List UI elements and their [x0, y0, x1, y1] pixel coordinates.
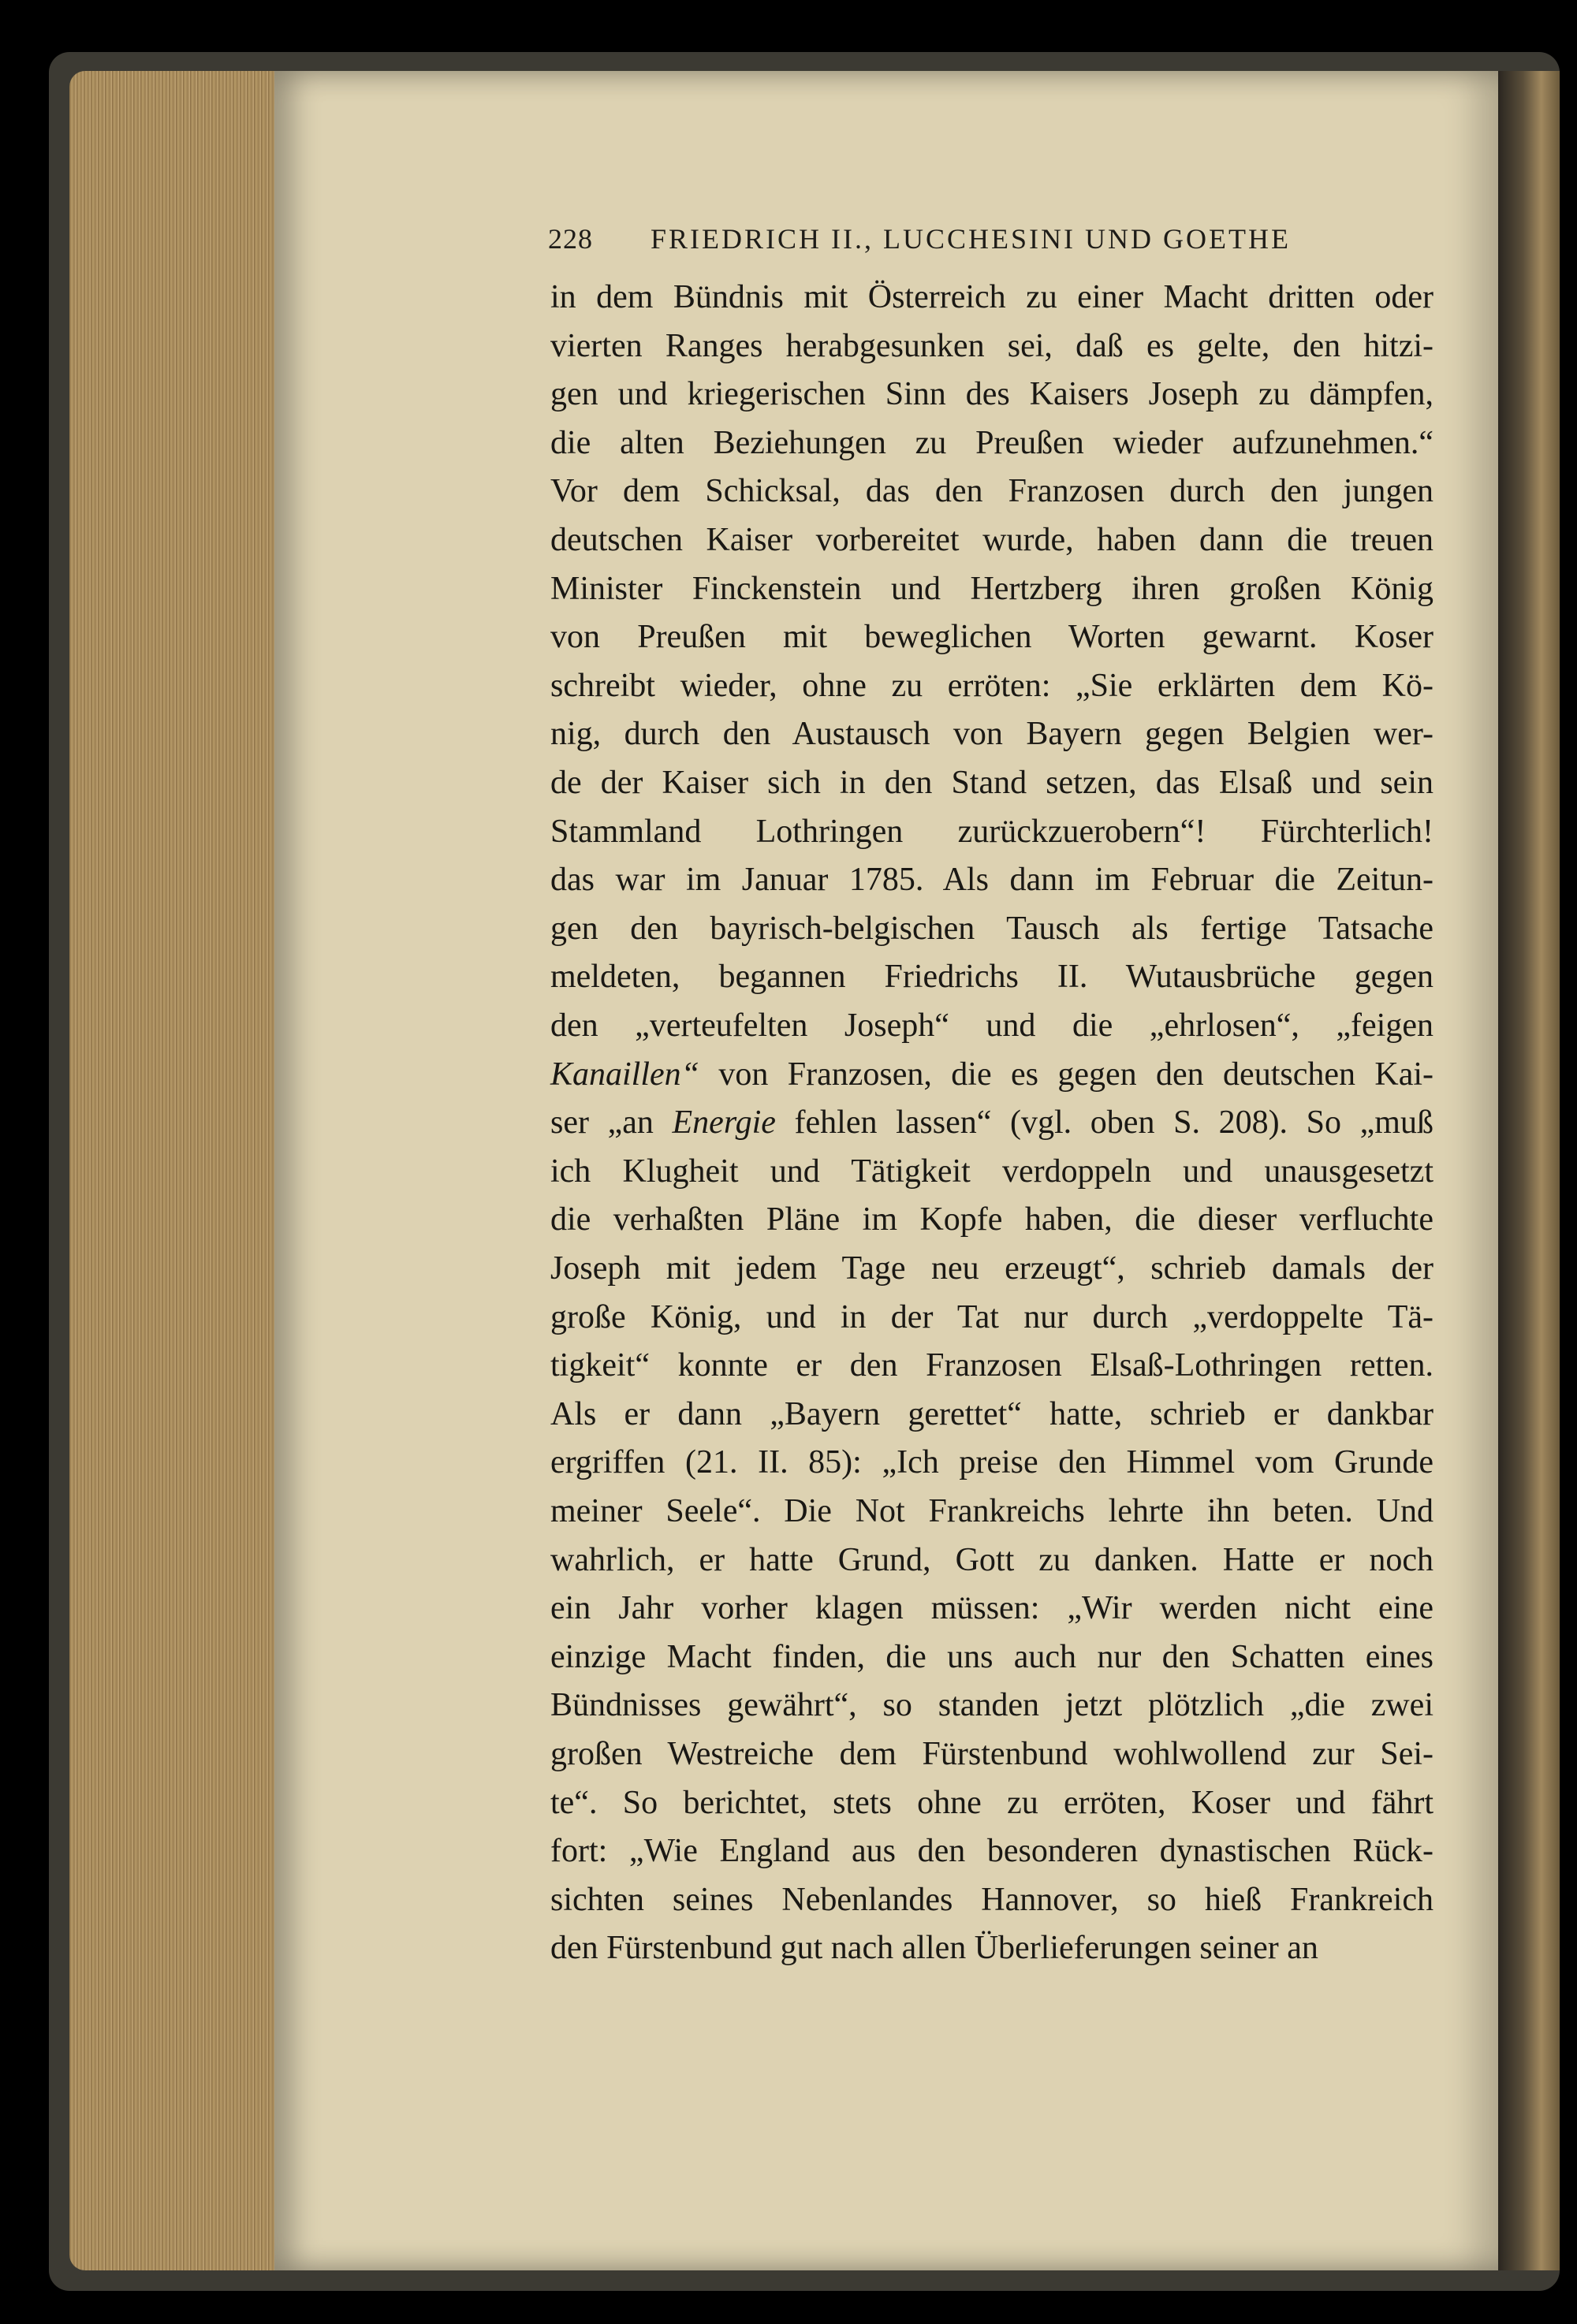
text-line: Kanaillen“ von Franzosen, die es gegen den deutschen Kai-	[550, 1056, 1433, 1093]
text-line: de der Kaiser sich in den Stand setzen, das Elsaß und sein	[550, 765, 1433, 801]
text-line: das war im Januar 1785. Als dann im Februar die Zeitun-	[550, 862, 1433, 899]
italic-text: Kanaillen“	[550, 1056, 700, 1093]
text-line: vierten Ranges herabgesunken sei, daß es gelte, den hitzi-	[550, 327, 1433, 364]
text-line: Als er dann „Bayern gerettet“ hatte, schrieb er dankbar	[550, 1395, 1433, 1432]
text-line: die verhaßten Pläne im Kopfe haben, die dieser verfluchte	[550, 1201, 1433, 1238]
running-title: FRIEDRICH II., LUCCHESINI UND GOETHE	[651, 223, 1291, 255]
text-line: meldeten, begannen Friedrichs II. Wutausbrüche gegen	[550, 959, 1433, 996]
text-line: ich Klugheit und Tätigkeit verdoppeln und unausgesetzt	[550, 1153, 1433, 1190]
text-line: den „verteufelten Joseph“ und die „ehrlosen“, „feigen	[550, 1007, 1433, 1044]
text-line: schreibt wieder, ohne zu erröten: „Sie erklärten dem Kö-	[550, 667, 1433, 704]
text-line: Joseph mit jedem Tage neu erzeugt“, schrieb damals der	[550, 1250, 1433, 1287]
text-line: nig, durch den Austausch von Bayern gegen Belgien wer-	[550, 716, 1433, 753]
text-line: die alten Beziehungen zu Preußen wieder aufzunehmen.“	[550, 424, 1433, 461]
text-line: tigkeit“ konnte er den Franzosen Elsaß-Lothringen retten.	[550, 1347, 1433, 1384]
page-number: 228	[548, 223, 593, 255]
book-spine	[1498, 71, 1560, 2270]
text-line: ergriffen (21. II. 85): „Ich preise den Himmel vom Grunde	[550, 1444, 1433, 1481]
text-line: einzige Macht finden, die uns auch nur den Schatten eines	[550, 1638, 1433, 1675]
text-line: von Preußen mit beweglichen Worten gewarnt. Koser	[550, 619, 1433, 656]
text-line: meiner Seele“. Die Not Frankreichs lehrte ihn beten. Und	[550, 1493, 1433, 1529]
text-line: Bündnisses gewährt“, so standen jetzt plötzlich „die zwei	[550, 1687, 1433, 1724]
text-line: wahrlich, er hatte Grund, Gott zu danken. Hatte er noch	[550, 1541, 1433, 1578]
page-edges	[69, 71, 274, 2270]
text-line: deutschen Kaiser vorbereitet wurde, haben dann die treuen	[550, 522, 1433, 558]
text-line: Vor dem Schicksal, das den Franzosen durch den jungen	[550, 473, 1433, 510]
running-header	[548, 222, 1447, 262]
text-line: sichten seines Nebenlandes Hannover, so hieß Frankreich	[550, 1881, 1433, 1918]
text-line: in dem Bündnis mit Österreich zu einer Macht dritten oder	[550, 279, 1433, 315]
text-line: Minister Finckenstein und Hertzberg ihren großen König	[550, 570, 1433, 607]
text-line: gen und kriegerischen Sinn des Kaisers Joseph zu dämpfen,	[550, 376, 1433, 413]
text-line: große König, und in der Tat nur durch „verdoppelte Tä-	[550, 1298, 1433, 1335]
text-line: ser „an Energie fehlen lassen“ (vgl. oben S. 208). So „muß	[550, 1104, 1433, 1142]
text-line: den Fürstenbund gut nach allen Überlieferungen seiner an	[550, 1930, 1318, 1967]
italic-text: Energie	[672, 1104, 776, 1142]
text-line: ein Jahr vorher klagen müssen: „Wir werden nicht eine	[550, 1590, 1433, 1627]
text-line: gen den bayrisch-belgischen Tausch als fertige Tatsache	[550, 910, 1433, 947]
text-line: Stammland Lothringen zurückzuerobern“! Fürchterlich!	[550, 813, 1433, 850]
text-line: fort: „Wie England aus den besonderen dynastischen Rück-	[550, 1833, 1433, 1870]
text-line: te“. So berichtet, stets ohne zu erröten, Koser und fährt	[550, 1784, 1433, 1821]
text-line: großen Westreiche dem Fürstenbund wohlwollend zur Sei-	[550, 1736, 1433, 1772]
